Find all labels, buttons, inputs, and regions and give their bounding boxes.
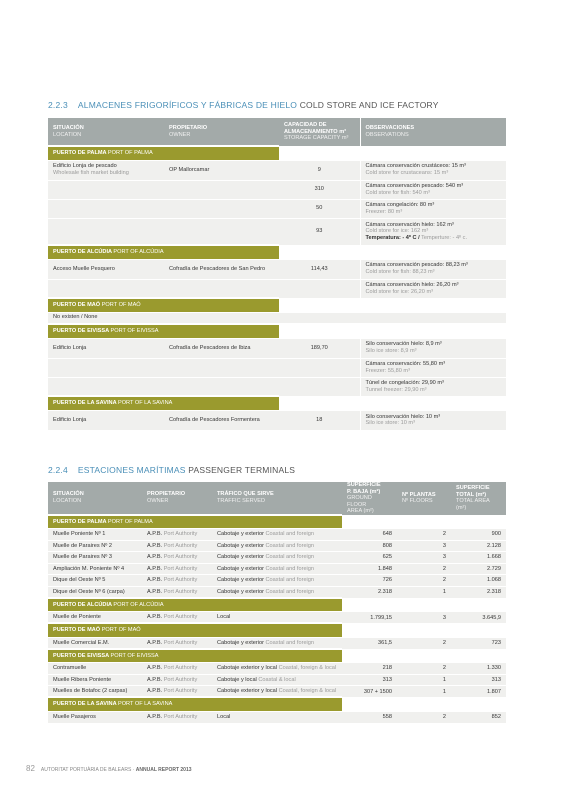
cell-total-area: 3.645,9: [451, 612, 506, 624]
table-row: Edificio Lonja Cofradía de Pescadores Formentera 18 Silo conservación hielo: 10 m³ Silo ice store: 10 m³: [48, 410, 506, 430]
cell-total-area: 1.807: [451, 686, 506, 698]
section-title-es: ESTACIONES MARÍTIMAS: [77, 465, 186, 475]
cell-traffic: Cabotaje y exterior Coastal and foreign: [212, 540, 342, 552]
cell-ground-floor: 307 + 1500: [342, 686, 397, 698]
header-location: SITUACIÓN LOCATION: [48, 118, 164, 146]
port-name: PUERTO DE ALCÚDIA: [53, 601, 112, 608]
table-row: [48, 612, 506, 624]
table-row: Acceso Muelle Pesquero Cofradía de Pescadores de San Pedro 114,43 Cámara conservación pescado: 88,23 m³ Cold store for fish: 88,23 m³: [48, 259, 506, 279]
port-name: PUERTO DE EIVISSA: [53, 652, 109, 659]
cell-owner: A.P.B. Port Authority: [142, 540, 212, 552]
table-header: [48, 482, 506, 515]
header-ground-floor: SUPERFICIE P. BAJA (m²) GROUND FLOOR AREA (m²): [342, 482, 397, 515]
table-row: [48, 529, 506, 541]
table-row: [48, 711, 506, 723]
table-row: [48, 686, 506, 698]
table-row: [48, 586, 506, 598]
table-row: [48, 637, 506, 649]
cell-floors: 2: [397, 563, 451, 575]
port-row: [48, 623, 506, 637]
passenger-terminals-table: [48, 482, 506, 723]
header-owner: PROPIETARIO OWNER: [164, 118, 279, 146]
cell-traffic: Cabotaje y exterior Coastal and foreign: [212, 637, 342, 649]
cell-ground-floor: 218: [342, 663, 397, 675]
cell-floors: 2: [397, 711, 451, 723]
table-row: [48, 674, 506, 686]
page-footer: 82 AUTORITAT PORTUÀRIA DE BALEARS · ANNUAL REPORT 2013: [26, 764, 192, 773]
port-name-en: PORT OF EIVISSA: [110, 652, 159, 659]
header-location: SITUACIÓN LOCATION: [48, 482, 142, 515]
port-row: [48, 649, 506, 663]
section-number: 2.2.4: [48, 465, 68, 475]
cell-floors: 3: [397, 612, 451, 624]
cell-total-area: 313: [451, 674, 506, 686]
port-row-mao: PUERTO DE MAÓ PORT OF MAÓ: [48, 298, 506, 312]
table-row: Cámara conservación: 55,80 m³ Freezer: 55,80 m³: [48, 358, 506, 377]
table-row: Túnel de congelación: 29,90 m³ Tunnel freezer: 29,90 m³: [48, 377, 506, 396]
cell-traffic: Cabotaje y exterior Coastal and foreign: [212, 529, 342, 541]
table-row: No existen / None: [48, 312, 506, 324]
table-row: Edificio Lonja Cofradía de Pescadores de Ibiza 189,70 Silo conservación hielo: 8,9 m³ Silo ice store: 8,9 m³: [48, 338, 506, 358]
header-floors: Nº PLANTAS Nº FLOORS: [397, 482, 451, 515]
cell-floors: 3: [397, 552, 451, 564]
table-row: [48, 563, 506, 575]
cell-location: Muelle de Paraires Nº 2: [48, 540, 142, 552]
cell-owner: A.P.B. Port Authority: [142, 586, 212, 598]
cell-floors: 1: [397, 686, 451, 698]
cell-total-area: 1.668: [451, 552, 506, 564]
cell-location: Dique del Oeste Nº 6 (carpa): [48, 586, 142, 598]
cell-traffic: Cabotaje exterior y local Coastal, foreign & local: [212, 686, 342, 698]
passenger-terminals-body: [48, 515, 506, 723]
port-row: [48, 515, 506, 529]
cell-traffic: Cabotaje y exterior Coastal and foreign: [212, 586, 342, 598]
cell-ground-floor: 1.799,15: [342, 612, 397, 624]
section-title-passenger-terminals: [48, 465, 295, 475]
cell-location: Dique del Oeste Nº 5: [48, 575, 142, 587]
header-observations: OBSERVACIONES OBSERVATIONS: [360, 118, 506, 146]
table-row: 310 Cámara conservación pescado: 540 m³ Cold store for fish: 540 m³: [48, 180, 506, 199]
cell-location: Muelle de Poniente: [48, 612, 142, 624]
cell-traffic: Cabotaje exterior y local Coastal, foreign & local: [212, 663, 342, 675]
cell-traffic: Cabotaje y exterior Coastal and foreign: [212, 563, 342, 575]
cell-floors: 2: [397, 637, 451, 649]
cell-total-area: 723: [451, 637, 506, 649]
section-number: 2.2.3: [48, 100, 68, 110]
cell-location: Muelle Pasajeros: [48, 711, 142, 723]
port-name: PUERTO DE MAÓ: [53, 627, 101, 634]
cell-ground-floor: 558: [342, 711, 397, 723]
cell-floors: 3: [397, 540, 451, 552]
cell-location: Muelle Comercial E.M.: [48, 637, 142, 649]
footer-org: AUTORITAT PORTUÀRIA DE BALEARS: [40, 767, 132, 773]
footer-report: ANNUAL REPORT 2013: [135, 767, 192, 773]
cell-total-area: 2.128: [451, 540, 506, 552]
table-row: 50 Cámara congelación: 80 m³ Freezer: 80 m³: [48, 199, 506, 218]
cell-owner: A.P.B. Port Authority: [142, 674, 212, 686]
cell-ground-floor: 625: [342, 552, 397, 564]
port-name: PUERTO DE LA SAVINA: [53, 701, 117, 708]
table-row: Edificio Lonja de pescado Wholesale fish market building OP Mallorcamar 9 Cámara conservación crustáceos: 15 m³ Cold store for crustaceans: 15 m³: [48, 160, 506, 180]
cell-owner: A.P.B. Port Authority: [142, 563, 212, 575]
port-row: [48, 598, 506, 612]
cell-traffic: Cabotaje y local Coastal & local: [212, 674, 342, 686]
header-traffic: TRÁFICO QUE SIRVE TRAFFIC SERVED: [212, 482, 342, 515]
cell-ground-floor: 1.848: [342, 563, 397, 575]
port-row-alcudia: PUERTO DE ALCÚDIA PORT OF ALCÚDIA: [48, 245, 506, 259]
cell-location: Ampliación M. Poniente Nº 4: [48, 563, 142, 575]
cell-ground-floor: 726: [342, 575, 397, 587]
section-title-en: COLD STORE AND ICE FACTORY: [299, 100, 439, 110]
cell-owner: A.P.B. Port Authority: [142, 663, 212, 675]
table-row: [48, 552, 506, 564]
cell-floors: 2: [397, 663, 451, 675]
section-title-en: PASSENGER TERMINALS: [188, 465, 296, 475]
cell-owner: A.P.B. Port Authority: [142, 637, 212, 649]
cell-floors: 1: [397, 674, 451, 686]
cell-ground-floor: 648: [342, 529, 397, 541]
header-total-area: SUPERFICIE TOTAL (m²) TOTAL AREA (m²): [451, 482, 506, 515]
table-row: 93 Cámara conservación hielo: 162 m³ Cold store for ice: 162 m³ Temperatura: - 4º C / Temperture: - 4º c.: [48, 218, 506, 245]
port-name: PUERTO DE PALMA: [53, 518, 107, 525]
cell-floors: 2: [397, 575, 451, 587]
cell-location: Contramuelle: [48, 663, 142, 675]
port-row-palma: PUERTO DE PALMA PORT OF PALMA: [48, 146, 506, 160]
cell-location: Muelle de Paraires Nº 3: [48, 552, 142, 564]
page-number: 82: [26, 764, 35, 773]
cell-location: Muelle Ribera Poniente: [48, 674, 142, 686]
cell-traffic: Local: [212, 612, 342, 624]
cell-total-area: 852: [451, 711, 506, 723]
port-row: [48, 697, 506, 711]
cell-total-area: 2.318: [451, 586, 506, 598]
port-name-en: PORT OF ALCÚDIA: [113, 601, 164, 608]
port-name-en: PORT OF MAÓ: [101, 627, 141, 634]
cell-owner: A.P.B. Port Authority: [142, 552, 212, 564]
cell-ground-floor: 361,5: [342, 637, 397, 649]
cell-owner: A.P.B. Port Authority: [142, 575, 212, 587]
table-row: [48, 540, 506, 552]
cell-owner: A.P.B. Port Authority: [142, 686, 212, 698]
cell-total-area: 1.330: [451, 663, 506, 675]
port-name-en: PORT OF PALMA: [107, 518, 153, 525]
header-capacity: CAPACIDAD DE ALMACENAMIENTO m³ STORAGE CAPACITY m³: [279, 118, 360, 146]
table-header: [48, 118, 506, 146]
section-title-cold-store: [48, 100, 439, 110]
port-name-en: PORT OF LA SAVINA: [117, 701, 173, 708]
table-row: [48, 663, 506, 675]
port-row-eivissa: PUERTO DE EIVISSA PORT OF EIVISSA: [48, 324, 506, 338]
cell-traffic: Cabotaje y exterior Coastal and foreign: [212, 575, 342, 587]
cell-floors: 1: [397, 586, 451, 598]
cell-ground-floor: 808: [342, 540, 397, 552]
section-title-es: ALMACENES FRIGORÍFICOS Y FÁBRICAS DE HIELO: [77, 100, 298, 110]
header-owner: PROPIETARIO OWNER: [142, 482, 212, 515]
cell-ground-floor: 313: [342, 674, 397, 686]
cold-store-table: [48, 118, 506, 430]
cell-location: Muelles de Botafoc (2 carpas): [48, 686, 142, 698]
cell-total-area: 900: [451, 529, 506, 541]
cell-owner: A.P.B. Port Authority: [142, 711, 212, 723]
cell-total-area: 1.068: [451, 575, 506, 587]
cell-traffic: Cabotaje y exterior Coastal and foreign: [212, 552, 342, 564]
cell-owner: A.P.B. Port Authority: [142, 612, 212, 624]
table-row: Cámara conservación hielo: 26,20 m³ Cold store for ice: 26,20 m³: [48, 279, 506, 298]
table-row: [48, 575, 506, 587]
cell-total-area: 2.729: [451, 563, 506, 575]
port-row-savina: PUERTO DE LA SAVINA PORT OF LA SAVINA: [48, 396, 506, 410]
cell-ground-floor: 2.318: [342, 586, 397, 598]
cell-traffic: Local: [212, 711, 342, 723]
cell-location: Muelle Poniente Nº 1: [48, 529, 142, 541]
cell-floors: 2: [397, 529, 451, 541]
cell-owner: A.P.B. Port Authority: [142, 529, 212, 541]
